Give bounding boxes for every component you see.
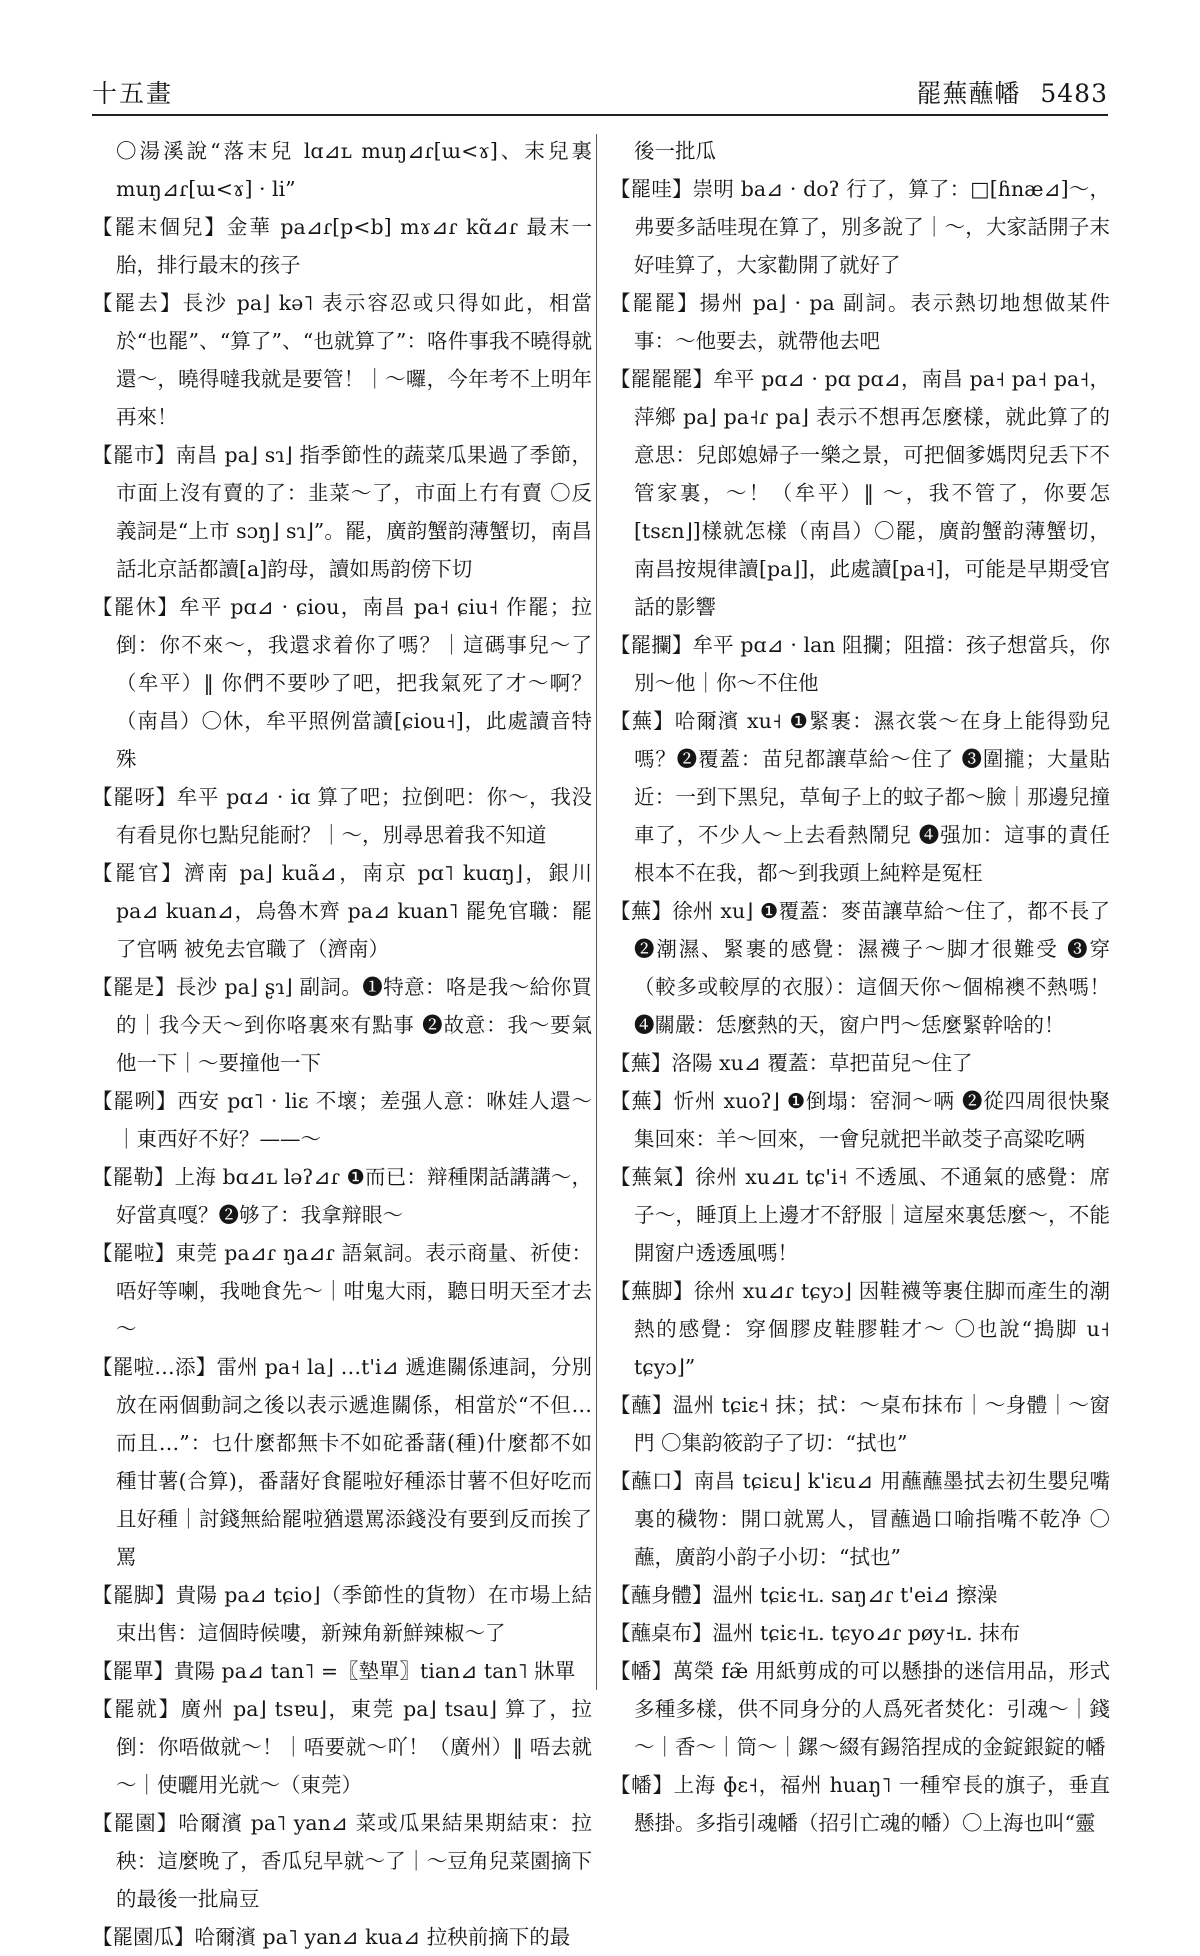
dictionary-entry: 【蕪】忻州 xuoʔ⌋ ❶倒塌：窑洞～唡 ❷從四周很快聚集回來：羊～回來，一會兒就把半畝茭子高粱吃唡	[610, 1089, 1110, 1151]
right-column	[610, 132, 1110, 1835]
dictionary-entry: 【罷園】哈爾濱 pa˥ yan⊿ 菜或瓜果結果期結束：拉秧：這麼晚了，香瓜兒早就～了｜～豆角兒菜園摘下的最後一批扁豆	[92, 1811, 592, 1911]
dictionary-entry: 【罷是】長沙 pa⌋ ʂɿ⌋ 副詞。❶特意：咯是我～給你買的｜我今天～到你咯裏來有點事 ❷故意：我～要氣他一下｜～要撞他一下	[92, 975, 592, 1075]
dictionary-entry: 【罷勒】上海 bɑ⊿ʟ ləʔ⊿ɾ ❶而已：辩種閑話講講～，好當真嘎？❷够了：我拿辩眼～	[92, 1165, 592, 1227]
dictionary-entry: 【蕪脚】徐州 xu⊿ɾ tɕyɔ⌋ 因鞋襪等裹住脚而產生的潮熱的感覺：穿個膠皮鞋膠鞋才～ 〇也說“搗脚 u˧ tɕyɔ⌋”	[610, 1279, 1110, 1379]
dictionary-entry: 【蘸】温州 tɕiɛ˧ 抹；拭：～桌布抹布｜～身體｜～窗門 〇集韵筱韵子了切：“拭也”	[610, 1393, 1110, 1455]
dictionary-entry: 【蕪氣】徐州 xu⊿ʟ tɕ'i˧ 不透風、不通氣的感覺：席子～，睡頂上上邊才不舒服｜這屋來裏恁麼～，不能開窗户透透風嗎！	[610, 1165, 1110, 1265]
dictionary-entry: 【罷官】濟南 pa⌋ kuã⊿，南京 pɑ˥ kuɑŋ⌋，銀川 pa⊿ kuan⊿，烏魯木齊 pa⊿ kuan˥ 罷免官職：罷了官唡 被免去官職了（濟南）	[92, 861, 592, 961]
section-label: 十五畫	[92, 79, 174, 108]
dictionary-entry: 【罷脚】貴陽 pa⊿ tɕio⌋（季節性的貨物）在市場上結束出售：這個時候嘍，新辣角新鮮辣椒～了	[92, 1583, 592, 1645]
header-characters: 罷蕪蘸幡	[916, 79, 1021, 108]
running-head	[916, 74, 1108, 110]
dictionary-entry: 【幡】上海 ɸɛ˧，福州 huaŋ˥ 一種窄長的旗子，垂直懸掛。多指引魂幡（招引亡魂的幡）〇上海也叫“靈	[610, 1773, 1110, 1835]
dictionary-entry: 【蘸身體】温州 tɕiɛ˧ʟ. saŋ⊿ɾ t'ei⊿ 擦澡	[610, 1583, 998, 1607]
dictionary-entry: 【罷啦】東莞 pa⊿ɾ ŋa⊿ɾ 語氣詞。表示商量、祈使：唔好等喇，我哋食先～｜咁鬼大雨，聽日明天至才去～	[92, 1241, 592, 1341]
page-header	[92, 66, 1108, 110]
dictionary-entry: 【罷就】廣州 pa⌋ tsɐu⌋，東莞 pa⌋ tsau⌋ 算了，拉倒：你唔做就～！｜唔要就～吖！（廣州）‖ 唔去就～｜使曬用光就～（東莞）	[92, 1697, 592, 1797]
dictionary-entry: 【罷啦…添】雷州 pa˧ la⌋ …t'i⊿ 遞進關係連詞，分別放在兩個動詞之後以表示遞進關係，相當於“不但…而且…”：乜什麼都無卡不如砣番藷(種)什麼都不如種甘薯(合算)，番藷好食罷啦好種添甘薯不但好吃而且好種｜討錢無給罷啦猶還罵添錢没有要到反而挨了罵	[92, 1355, 592, 1569]
dictionary-entry: 【蘸桌布】温州 tɕiɛ˧ʟ. tɕyo⊿ɾ pøy˧ʟ. 抹布	[610, 1621, 1021, 1645]
dictionary-entry: 後一批瓜	[634, 139, 716, 163]
dictionary-entry: 【蕪】徐州 xu⌋ ❶覆蓋：麥苗讓草給～住了，都不長了 ❷潮濕、緊裹的感覺：濕襪子～脚才很難受 ❸穿（較多或較厚的衣服）：這個天你～個棉襖不熱嗎！❹關嚴：恁麼熱的天，窗户門～恁麼緊幹啥的！	[610, 899, 1110, 1037]
left-column	[92, 132, 592, 1949]
dictionary-entry: 【罷去】長沙 pa⌋ kə˥ 表示容忍或只得如此，相當於“也罷”、“算了”、“也就算了”：咯件事我不曉得就還～，曉得噠我就是要管！｜～囉，今年考不上明年再來！	[92, 291, 592, 429]
page-number: 5483	[1040, 79, 1108, 108]
dictionary-entry: 【罷休】牟平 pɑ⊿ · ɕiou，南昌 pa˧ ɕiu˧ 作罷；拉倒：你不來～，我還求着你了嗎？｜這碼事兒～了（牟平）‖ 你們不要吵了吧，把我氣死了才～啊？（南昌）〇休，牟平照例當讀[ɕiou˧]，此處讀音特殊	[92, 595, 592, 771]
dictionary-entry: 【罷罷罷】牟平 pɑ⊿ · pɑ pɑ⊿，南昌 pa˧ pa˧ pa˧，萍鄉 pa⌋ pa˧ɾ pa⌋ 表示不想再怎麼樣，就此算了的意思：兒郎媳婦子一樂之景，可把個爹媽閃兒丢下不管家裏，～！（牟平）‖ ～，我不管了，你要怎[tsɛn⌋]樣就怎樣（南昌）〇罷，廣韵蟹韵薄蟹切，南昌按規律讀[pa⌋]，此處讀[pa˧]，可能是早期受官話的影響	[610, 367, 1110, 619]
dictionary-entry: 【罷哇】崇明 ba⊿ · doʔ 行了，算了：□[ɦnæ⊿]～，弗要多話哇現在算了，別多說了｜～，大家話開子末好哇算了，大家勸開了就好了	[610, 177, 1110, 277]
dictionary-entry: 【罷園瓜】哈爾濱 pa˥ yan⊿ kua⊿ 拉秧前摘下的最	[92, 1925, 571, 1949]
dictionary-entry: 【罷單】貴陽 pa⊿ tan˥ =〖墊單〗tian⊿ tan˥ 牀單	[92, 1659, 576, 1683]
dictionary-entry: 【蕪】洛陽 xu⊿ 覆蓋：草把苗兒～住了	[610, 1051, 973, 1075]
dictionary-entry: 【罷市】南昌 pa⌋ sɿ⌋ 指季節性的蔬菜瓜果過了季節，市面上沒有賣的了：韭菜～了，市面上冇有賣 〇反義詞是“上市 sɔŋ⌋ sɿ⌋”。罷，廣韵蟹韵薄蟹切，南昌話北京話都讀[a]韵母，讀如馬韵傍下切	[92, 443, 592, 581]
dictionary-entry: 【罷咧】西安 pɑ˥ · liɛ 不壞；差强人意：咻娃人還～｜東西好不好？——～	[92, 1089, 592, 1151]
dictionary-entry: 【幡】萬榮 fæ̃ 用紙剪成的可以懸掛的迷信用品，形式多種多樣，供不同身分的人爲死者焚化：引魂～｜錢～｜香～｜筒～｜鏍～綴有錫箔捏成的金錠銀錠的幡	[610, 1659, 1110, 1759]
dictionary-entry: 【罷呀】牟平 pɑ⊿ · iɑ 算了吧；拉倒吧：你～，我没有看見你乜點兒能耐？｜～，別尋思着我不知道	[92, 785, 592, 847]
dictionary-entry: 【蘸口】南昌 tɕiɛu⌋ k'iɛu⊿ 用蘸蘸墨拭去初生嬰兒嘴裏的穢物：開口就罵人，冒蘸過口喻指嘴不乾净 〇蘸，廣韵小韵子小切：“拭也”	[610, 1469, 1110, 1569]
dictionary-entry: 〇湯溪說“落末兒 lɑ⊿ʟ muŋ⊿ɾ[ɯ<ɤ]、末兒裏 muŋ⊿ɾ[ɯ<ɤ] · li”	[116, 139, 592, 201]
column-divider	[596, 134, 597, 1690]
dictionary-entry: 【罷攔】牟平 pɑ⊿ · lan 阻攔；阻擋：孩子想當兵，你別～他｜你～不住他	[610, 633, 1110, 695]
dictionary-entry: 【蕪】哈爾濱 xu˧ ❶緊裹：濕衣裳～在身上能得勁兒嗎？❷覆蓋：苗兒都讓草給～住了 ❸圍攏；大量貼近：一到下黑兒，草甸子上的蚊子都～臉｜那邊兒撞車了，不少人～上去看熱鬧兒 ❹强加：這事的責任根本不在我，都～到我頭上純粹是冤枉	[610, 709, 1110, 885]
dictionary-entry: 【罷罷】揚州 pa⌋ · pa 副詞。表示熱切地想做某件事：～他要去，就帶他去吧	[610, 291, 1110, 353]
dictionary-entry: 【罷末個兒】金華 pa⊿ɾ[p<b] mɤ⊿ɾ kɑ̃⊿ɾ 最末一胎，排行最末的孩子	[92, 215, 592, 277]
header-rule	[92, 114, 1108, 116]
